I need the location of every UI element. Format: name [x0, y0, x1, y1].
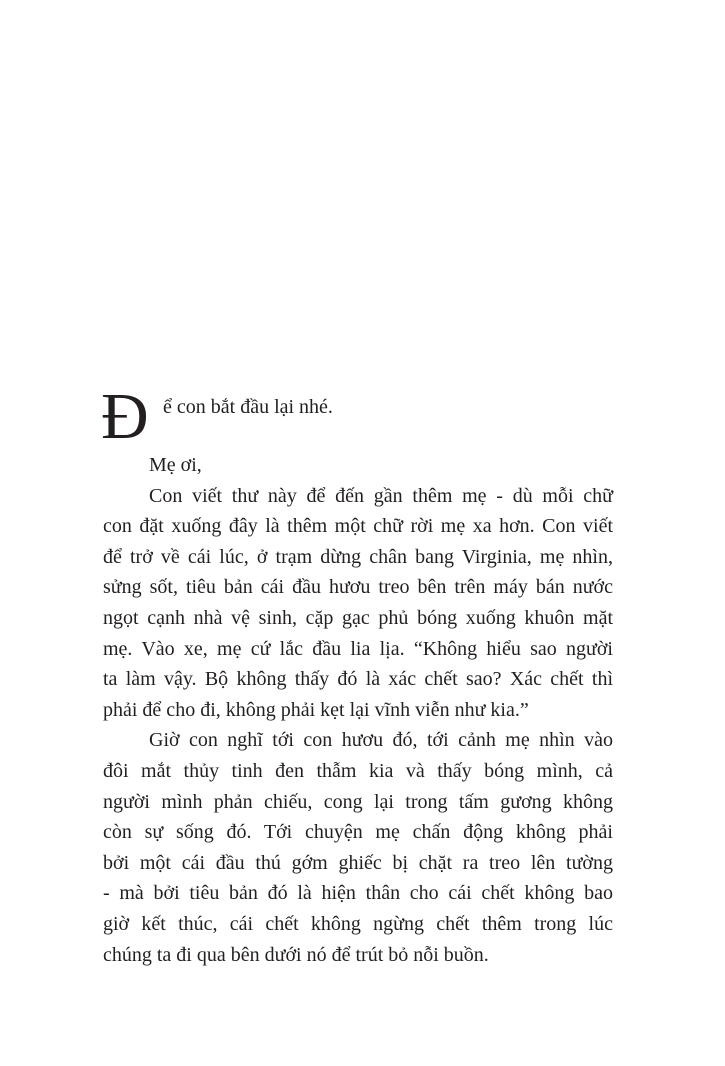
- salutation: Mẹ ơi,: [149, 454, 202, 476]
- text-line: ngọt cạnh nhà vệ sinh, cặp gạc phủ bóng xuống khuôn mặt: [103, 606, 613, 629]
- text-line: - mà bởi tiêu bản đó là hiện thân cho cái chết không bao: [103, 882, 613, 905]
- paragraph-2: [103, 725, 613, 970]
- text-line: người mình phản chiếu, cong lại trong tấm gương không: [103, 790, 613, 813]
- drop-cap: Đ: [101, 380, 149, 453]
- text-line: để trở về cái lúc, ở trạm dừng chân bang Virginia, mẹ nhìn,: [103, 545, 613, 568]
- text-line: sửng sốt, tiêu bản cái đầu hươu treo bên trên máy bán nước: [103, 576, 613, 599]
- text-line: chúng ta đi qua bên dưới nó để trút bỏ nỗi buồn.: [103, 943, 489, 966]
- text-line: Con viết thư này để đến gần thêm mẹ - dù mỗi chữ: [149, 484, 613, 507]
- text-line: bởi một cái đầu thú gớm ghiếc bị chặt ra treo lên tường: [103, 851, 613, 874]
- text-line: đôi mắt thủy tinh đen thẫm kia và thấy bóng mình, cả: [103, 759, 613, 782]
- opening-text: ể con bắt đầu lại nhé.: [163, 396, 333, 418]
- text-line: ta làm vậy. Bộ không thấy đó là xác chết sao? Xác chết thì: [103, 668, 613, 691]
- text-line: mẹ. Vào xe, mẹ cứ lắc đầu lia lịa. “Không hiểu sao người: [103, 637, 613, 660]
- body-text: [101, 380, 613, 970]
- text-line: con đặt xuống đây là thêm một chữ rời mẹ xa hơn. Con viết: [103, 515, 613, 538]
- paragraph-1: [103, 481, 613, 726]
- text-line: Giờ con nghĩ tới con hươu đó, tới cảnh mẹ nhìn vào: [149, 729, 613, 752]
- opening-line: [101, 380, 613, 453]
- text-line: giờ kết thúc, cái chết không ngừng chết thêm trong lúc: [103, 912, 613, 935]
- text-line: còn sự sống đó. Tới chuyện mẹ chấn động không phải: [103, 821, 613, 844]
- text-line: phải để cho đi, không phải kẹt lại vĩnh viễn như kia.”: [103, 698, 529, 721]
